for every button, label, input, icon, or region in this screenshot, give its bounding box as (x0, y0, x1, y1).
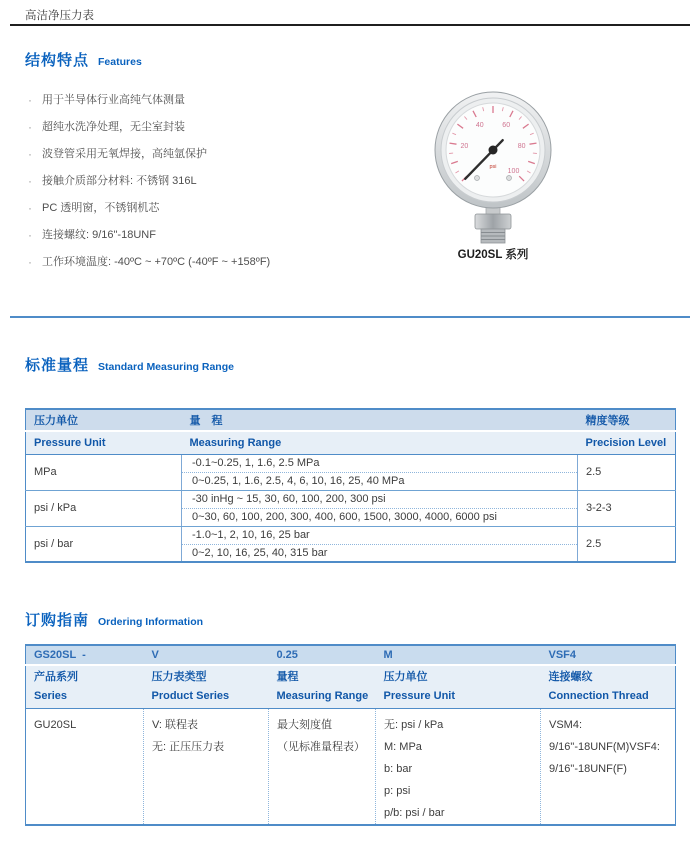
order-cell-connection (541, 709, 676, 826)
header-precision-zh: 精度等级 (578, 409, 676, 431)
order-header-row (26, 665, 676, 709)
features-title-zh: 结构特点 (25, 52, 90, 69)
order-header-zh: 压力单位 (383, 671, 428, 683)
order-option: b: bar (384, 763, 413, 775)
cell-range: -1.0~1, 2, 10, 16, 25 bar (182, 526, 578, 544)
cell-precision: 2.5 (578, 526, 676, 562)
section-divider (10, 316, 690, 318)
dial-number: 40 (475, 122, 484, 129)
order-header-connection (541, 665, 676, 709)
top-divider (10, 24, 690, 26)
list-item (28, 229, 398, 242)
ordering-section-title (25, 609, 203, 630)
bullet-icon: · (28, 201, 32, 215)
order-option: p/b: psi / bar (384, 807, 445, 819)
order-option: 9/16"-18UNF(M)VSF4: (549, 741, 660, 753)
order-cell-product-series (144, 709, 269, 826)
order-header-en: Connection Thread (548, 690, 649, 702)
dial-number: 80 (517, 143, 526, 150)
measuring-range-title-zh: 标准量程 (25, 357, 90, 374)
order-header-series (26, 665, 144, 709)
code-range: 0.25 (269, 645, 376, 665)
order-header-product-series (144, 665, 269, 709)
order-option: （见标准量程表） (277, 741, 365, 753)
list-item (28, 121, 398, 134)
dial-number: 100 (507, 168, 520, 175)
order-option: VSM4: (549, 719, 583, 731)
dial-unit-label: psi (489, 164, 497, 170)
list-item (28, 256, 398, 269)
code-connection: VSF4 (541, 645, 676, 665)
order-body-row (26, 709, 676, 826)
gauge-caption: GU20SL 系列 (457, 249, 529, 261)
order-header-range (269, 665, 376, 709)
measuring-range-table (25, 408, 676, 563)
order-header-zh: 量程 (276, 671, 299, 683)
table-row (26, 454, 676, 472)
cell-range: -30 inHg ~ 15, 30, 60, 100, 200, 300 psi (182, 490, 578, 508)
cell-range: 0~0.25, 1, 1.6, 2.5, 4, 6, 10, 16, 25, 40 MPa (182, 472, 578, 490)
bullet-icon: · (28, 93, 32, 107)
feature-list (28, 94, 398, 283)
order-cell-range (269, 709, 376, 826)
order-header-en: Pressure Unit (383, 690, 456, 702)
feature-text: 超纯水洗净处理，无尘室封装 (42, 121, 185, 133)
cell-range: -0.1~0.25, 1, 1.6, 2.5 MPa (182, 454, 578, 472)
features-title-en: Features (98, 56, 142, 68)
bullet-icon: · (28, 174, 32, 188)
feature-text: 连接螺纹: 9/16"-18UNF (42, 229, 156, 241)
order-option: V: 联程表 (152, 719, 199, 731)
list-item (28, 148, 398, 161)
header-precision-en: Precision Level (578, 431, 676, 454)
feature-text: 波登管采用无氧焊接，高纯氩保护 (42, 148, 207, 160)
header-range-en: Measuring Range (182, 431, 578, 454)
pressure-gauge-illustration (408, 85, 578, 245)
table-row (26, 490, 676, 508)
header-pressure-unit-zh: 压力单位 (26, 409, 182, 431)
cell-precision: 3-2-3 (578, 490, 676, 526)
feature-text: 工作环境温度: -40ºC ~ +70ºC (-40ºF ~ +158ºF) (42, 256, 271, 268)
cell-precision: 2.5 (578, 454, 676, 490)
bullet-icon: · (28, 255, 32, 269)
dial-number: 60 (502, 122, 511, 129)
order-option: 无: psi / kPa (384, 719, 444, 731)
doc-title: 高洁净压力表 (25, 10, 94, 22)
table-header-row (26, 431, 676, 454)
measuring-range-title-en: Standard Measuring Range (98, 361, 234, 373)
cell-unit: psi / bar (26, 526, 182, 562)
table-header-row (26, 409, 676, 431)
header-range-zh: 量 程 (182, 409, 578, 431)
bullet-icon: · (28, 147, 32, 161)
dial-screw (475, 176, 480, 181)
code-product-series: V (144, 645, 269, 665)
order-header-en: Measuring Range (276, 690, 369, 702)
ordering-title-zh: 订购指南 (25, 612, 90, 629)
header-pressure-unit-en: Pressure Unit (26, 431, 182, 454)
table-row (26, 526, 676, 544)
pressure-gauge-image (408, 85, 578, 245)
measuring-range-section-title (25, 354, 234, 375)
order-header-en: Series (34, 690, 68, 702)
order-option: 无: 正压压力表 (152, 741, 225, 753)
order-cell-pressure-unit (376, 709, 541, 826)
dial-number: 20 (460, 143, 469, 150)
order-option: 9/16"-18UNF(F) (549, 763, 627, 775)
order-option: p: psi (384, 785, 411, 797)
order-header-zh: 产品系列 (34, 671, 78, 683)
list-item (28, 202, 398, 215)
order-header-en: Product Series (151, 690, 230, 702)
cell-unit: MPa (26, 454, 182, 490)
code-pressure-unit: M (376, 645, 541, 665)
ordering-title-en: Ordering Information (98, 616, 204, 628)
order-header-pressure-unit (376, 665, 541, 709)
order-code-row (26, 645, 676, 665)
needle-hub (489, 146, 498, 155)
feature-text: 接触介质部分材料: 不锈钢 316L (42, 175, 197, 187)
features-section-title (25, 49, 142, 70)
feature-text: 用于半导体行业高纯气体测量 (42, 94, 185, 106)
order-option: M: MPa (384, 741, 422, 753)
order-option: 最大刻度值 (277, 719, 332, 731)
order-cell-series (26, 709, 144, 826)
gauge-hex-nut (475, 214, 511, 229)
bullet-icon: · (28, 120, 32, 134)
bullet-icon: · (28, 228, 32, 242)
order-header-zh: 连接螺纹 (548, 671, 593, 683)
order-option: GU20SL (34, 719, 77, 731)
feature-text: PC 透明窗，不锈钢机芯 (42, 202, 160, 214)
cell-range: 0~30, 60, 100, 200, 300, 400, 600, 1500, 3000, 4000, 6000 psi (182, 508, 578, 526)
order-header-zh: 压力表类型 (151, 671, 207, 683)
list-item (28, 175, 398, 188)
cell-unit: psi / kPa (26, 490, 182, 526)
code-series: GS20SL - (26, 645, 144, 665)
dial-screw (507, 176, 512, 181)
cell-range: 0~2, 10, 16, 25, 40, 315 bar (182, 544, 578, 562)
list-item (28, 94, 398, 107)
ordering-table (25, 644, 676, 826)
